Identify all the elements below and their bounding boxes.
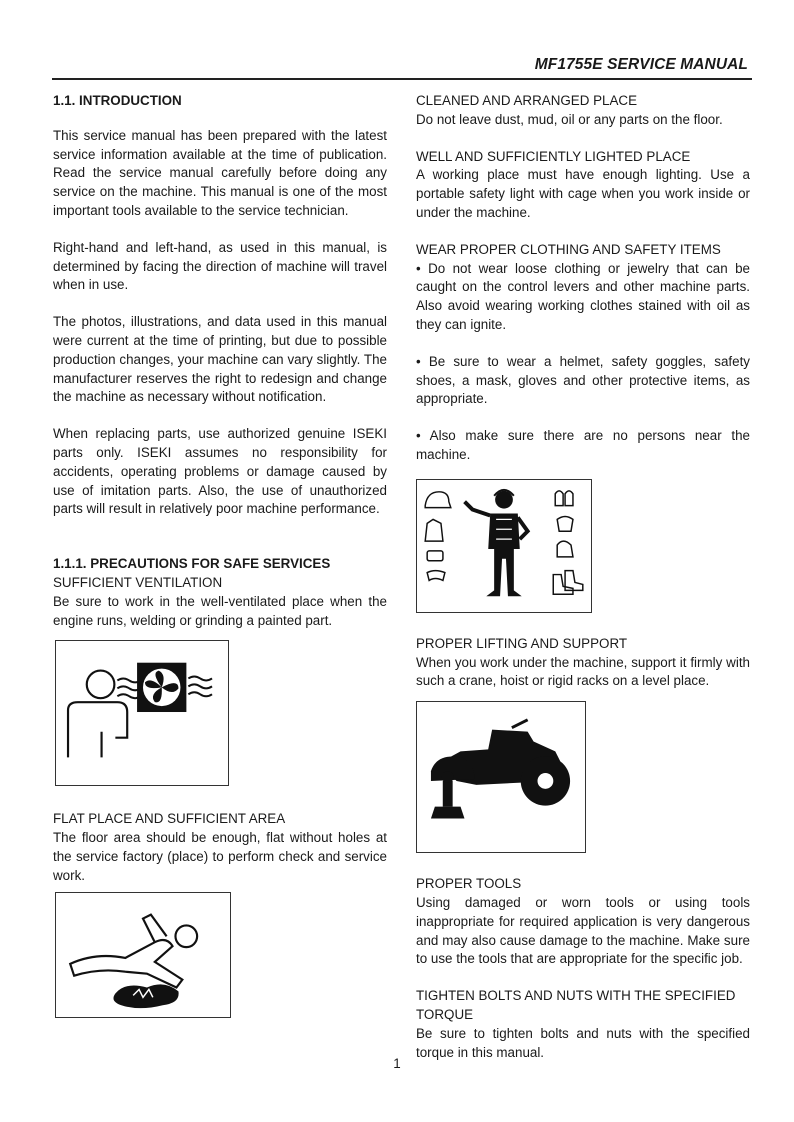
tools-title: PROPER TOOLS bbox=[416, 876, 522, 892]
lighting-text: A working place must have enough lighting. Use a portable safety light with cage when you work inside or under the machine. bbox=[416, 167, 750, 220]
ventilation-title: SUFFICIENT VENTILATION bbox=[53, 574, 223, 590]
precautions-heading: 1.1.1. PRECAUTIONS FOR SAFE SERVICES bbox=[53, 556, 331, 572]
right-column bbox=[416, 92, 750, 1062]
clothing-title: WEAR PROPER CLOTHING AND SAFETY ITEMS bbox=[416, 241, 721, 257]
falling-person-icon bbox=[56, 893, 230, 1017]
slip-hazard-illustration bbox=[55, 892, 231, 1018]
left-column bbox=[53, 92, 387, 1018]
ventilation-illustration bbox=[55, 640, 229, 786]
lifting-title: PROPER LIFTING AND SUPPORT bbox=[416, 635, 628, 651]
page-title: MF1755E SERVICE MANUAL bbox=[534, 56, 748, 73]
page-number: 1 bbox=[393, 1056, 401, 1071]
intro-paragraph-3: The photos, illustrations, and data used in this manual were current at the time of printing, but due to possible production changes, your machine can vary slightly. The manufacturer reserves the right to redesign and change the machine as necessary without notification. bbox=[53, 314, 387, 405]
clothing-item-2: • Be sure to wear a helmet, safety goggles, safety shoes, a mask, gloves and other protective items, as appropriate. bbox=[416, 353, 750, 407]
torque-text: Be sure to tighten bolts and nuts with the specified torque in this manual. bbox=[416, 1025, 750, 1060]
cleaned-title: CLEANED AND ARRANGED PLACE bbox=[416, 93, 638, 108]
lifting-text: When you work under the machine, support it firmly with such a crane, hoist or rigid racks on a level place. bbox=[416, 654, 750, 689]
clothing-item-3: • Also make sure there are no persons near the machine. bbox=[416, 428, 750, 462]
lifting-support-illustration bbox=[416, 701, 586, 853]
intro-paragraph-1: This service manual has been prepared with the latest service information available at the time of publication. Read the service manual carefully before doing any service on the machine. This manual is one of the most important tools available to the service technician. bbox=[53, 127, 387, 218]
cleaned-text: Do not leave dust, mud, oil or any parts on the floor. bbox=[416, 111, 723, 127]
intro-heading: 1.1. INTRODUCTION bbox=[53, 93, 182, 108]
flat-place-text: The floor area should be enough, flat without holes at the service factory (place) to perform check and service work. bbox=[53, 830, 387, 883]
ventilation-text: Be sure to work in the well-ventilated place when the engine runs, welding or grinding a painted part. bbox=[53, 593, 387, 628]
torque-title: TIGHTEN BOLTS AND NUTS WITH THE SPECIFIED TORQUE bbox=[416, 988, 736, 1022]
clothing-item-1: • Do not wear loose clothing or jewelry that can be caught on the control levers and other machine parts. Also avoid wearing working clothes stained with oil as they can ignite. bbox=[416, 260, 750, 332]
header-rule bbox=[52, 78, 752, 80]
person-fan-icon bbox=[56, 641, 228, 785]
intro-paragraph-2: Right-hand and left-hand, as used in this manual, is determined by facing the direction of machine will travel when in use. bbox=[53, 239, 387, 293]
tools-text: Using damaged or worn tools or using tools inappropriate for required application is very dangerous and may also cause damage to the machine. Make sure to use the tools that are appropriate for the specific job. bbox=[416, 894, 750, 967]
protective-equipment-icon bbox=[417, 480, 591, 612]
intro-paragraph-4: When replacing parts, use authorized genuine ISEKI parts only. ISEKI assumes no responsibility for accidents, operating problems or damage caused by use of imitation parts. Also, the use of unauthorized parts will result in relatively poor machine performance. bbox=[53, 426, 387, 517]
flat-place-title: FLAT PLACE AND SUFFICIENT AREA bbox=[53, 811, 286, 827]
tractor-on-stand-icon bbox=[417, 702, 585, 852]
lighting-title: WELL AND SUFFICIENTLY LIGHTED PLACE bbox=[416, 148, 691, 164]
safety-gear-illustration bbox=[416, 479, 592, 613]
